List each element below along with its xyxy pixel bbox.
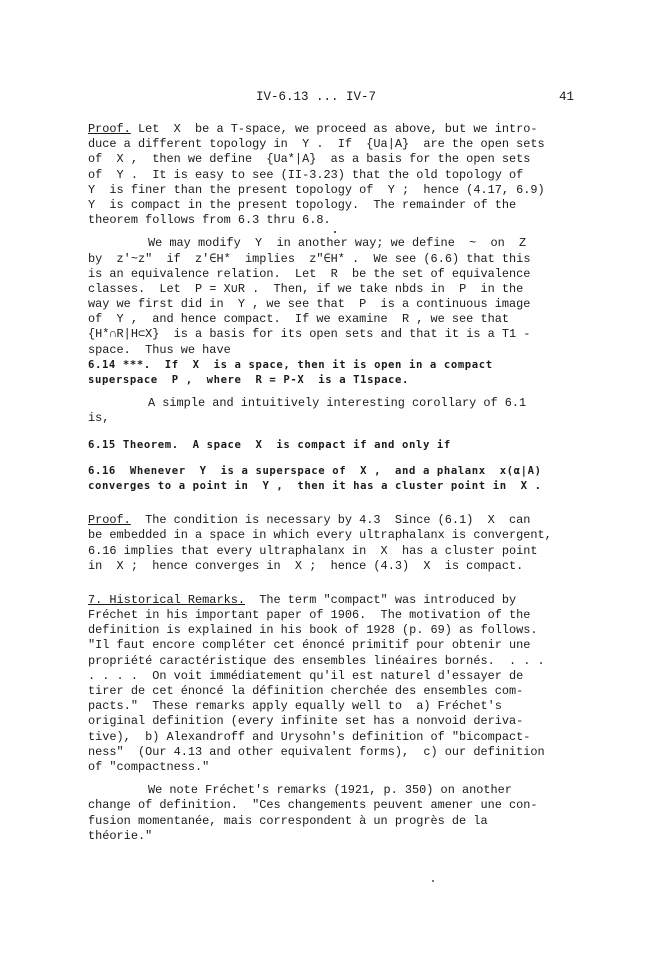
text-line: 7. Historical Remarks. The term "compact" was introduced by — [88, 592, 517, 607]
text-line: théorie." — [88, 828, 153, 843]
text-line: duce a different topology in Y . If {Ua|A} are the open sets — [88, 137, 545, 152]
theorem-line: 6.16 Whenever Y is a superspace of X , and a phalanx x(α|A) — [88, 464, 542, 477]
text-line: change of definition. "Ces changements peuvent amener une con- — [88, 798, 538, 813]
statement-6-16 — [88, 464, 574, 494]
text-line: way we first did in Y , we see that P is a continuous image — [88, 297, 531, 312]
text-line: 6.16 implies that every ultraphalanx in X has a cluster point — [88, 543, 538, 558]
text-line: pacts." These remarks apply equally well to a) Fréchet's — [88, 699, 502, 714]
text-line: tive), b) Alexandroff and Urysohn's definition of "bicompact- — [88, 729, 531, 744]
text-line: propriété caractéristique des ensembles linéaires bornés. . . . — [88, 653, 545, 668]
theorem-6-15: 6.15 Theorem. A space X is compact if and only if — [88, 438, 451, 451]
theorem-line: superspace P , where R = P-X is a T1space. — [88, 374, 409, 386]
text-line: tirer de cet énoncé la définition cherchée des ensembles com- — [88, 684, 524, 698]
text-line: in X ; hence converges in X ; hence (4.3) X is compact. — [88, 558, 524, 573]
text-line: Fréchet in his important paper of 1906. The motivation of the — [88, 608, 531, 623]
proof-label: Proof. — [88, 513, 131, 528]
page-body — [88, 122, 574, 844]
text-line: Proof. The condition is necessary by 4.3 Since (6.1) X can — [88, 513, 531, 528]
theorem-line: converges to a point in Y , then it has a cluster point in X . — [88, 479, 542, 492]
theorem-6-14 — [88, 358, 574, 388]
text-line: of X , then we define {Ua*|A} as a basis for the open sets — [88, 152, 531, 167]
text-line: is an equivalence relation. Let R be the set of equivalence — [88, 266, 531, 281]
paragraph-equivalence — [88, 236, 574, 358]
section-heading: 7. Historical Remarks. — [88, 592, 245, 607]
text-line: fusion momentanée, mais correspondent à un progrès de la — [88, 813, 488, 828]
text-line: classes. Let P = X∪R . Then, if we take nbds in P in the — [88, 281, 524, 296]
text-line: Y is compact in the present topology. The remainder of the — [88, 197, 517, 212]
text-line: space. Thus we have — [88, 342, 231, 357]
theorem-line: 6.14 ***. If X is a space, then it is open in a compact — [88, 358, 493, 371]
paragraph-corollary — [88, 396, 574, 426]
text-line: definition is explained in his book of 1928 (p. 69) as follows. — [88, 623, 538, 638]
text-line: . . . . On voit immédiatement qu'il est naturel d'essayer de — [88, 668, 524, 683]
page-number: 41 — [558, 90, 574, 104]
text-line: We note Fréchet's remarks (1921, p. 350) on another — [148, 783, 512, 798]
text-line: theorem follows from 6.3 thru 6.8. — [88, 213, 331, 228]
text-line: ness" (Our 4.13 and other equivalent forms), c) our definition — [88, 744, 545, 759]
text-line: Y is finer than the present topology of Y ; hence (4.17, 6.9) — [88, 182, 545, 197]
section-historical-remarks — [88, 593, 574, 775]
text-line: A simple and intuitively interesting corollary of 6.1 — [148, 396, 527, 411]
proof-paragraph-1 — [88, 122, 574, 228]
text-line: of "compactness." — [88, 759, 210, 774]
text-line: is, — [88, 411, 110, 426]
proof-paragraph-2 — [88, 513, 574, 574]
text-line: original definition (every infinite set has a nonvoid deriva- — [88, 714, 524, 729]
running-header — [88, 90, 574, 108]
proof-label: Proof. — [88, 122, 131, 136]
paragraph-frechet-remarks — [88, 783, 574, 844]
scan-dot — [432, 880, 434, 882]
text-line: Proof. Let X be a T-space, we proceed as above, but we intro- — [88, 122, 538, 136]
text-line: of Y . It is easy to see (II-3.23) that the old topology of — [88, 167, 524, 182]
text-line: We may modify Y in another way; we define ~ on Z — [148, 236, 527, 251]
section-range: IV-6.13 ... IV-7 — [256, 90, 377, 104]
text-line: of Y , and hence compact. If we examine R , we see that — [88, 312, 509, 327]
text-line: by z'~z" if z'∈H* implies z"∈H* . We see (6.6) that this — [88, 251, 531, 266]
text-line: {H*∩R|H⊂X} is a basis for its open sets and that it is a T1 - — [88, 327, 531, 342]
text-line: "Il faut encore compléter cet énoncé primitif pour obtenir une — [88, 638, 531, 653]
text-line: be embedded in a space in which every ultraphalanx is convergent, — [88, 528, 552, 543]
scan-speck — [334, 231, 336, 233]
